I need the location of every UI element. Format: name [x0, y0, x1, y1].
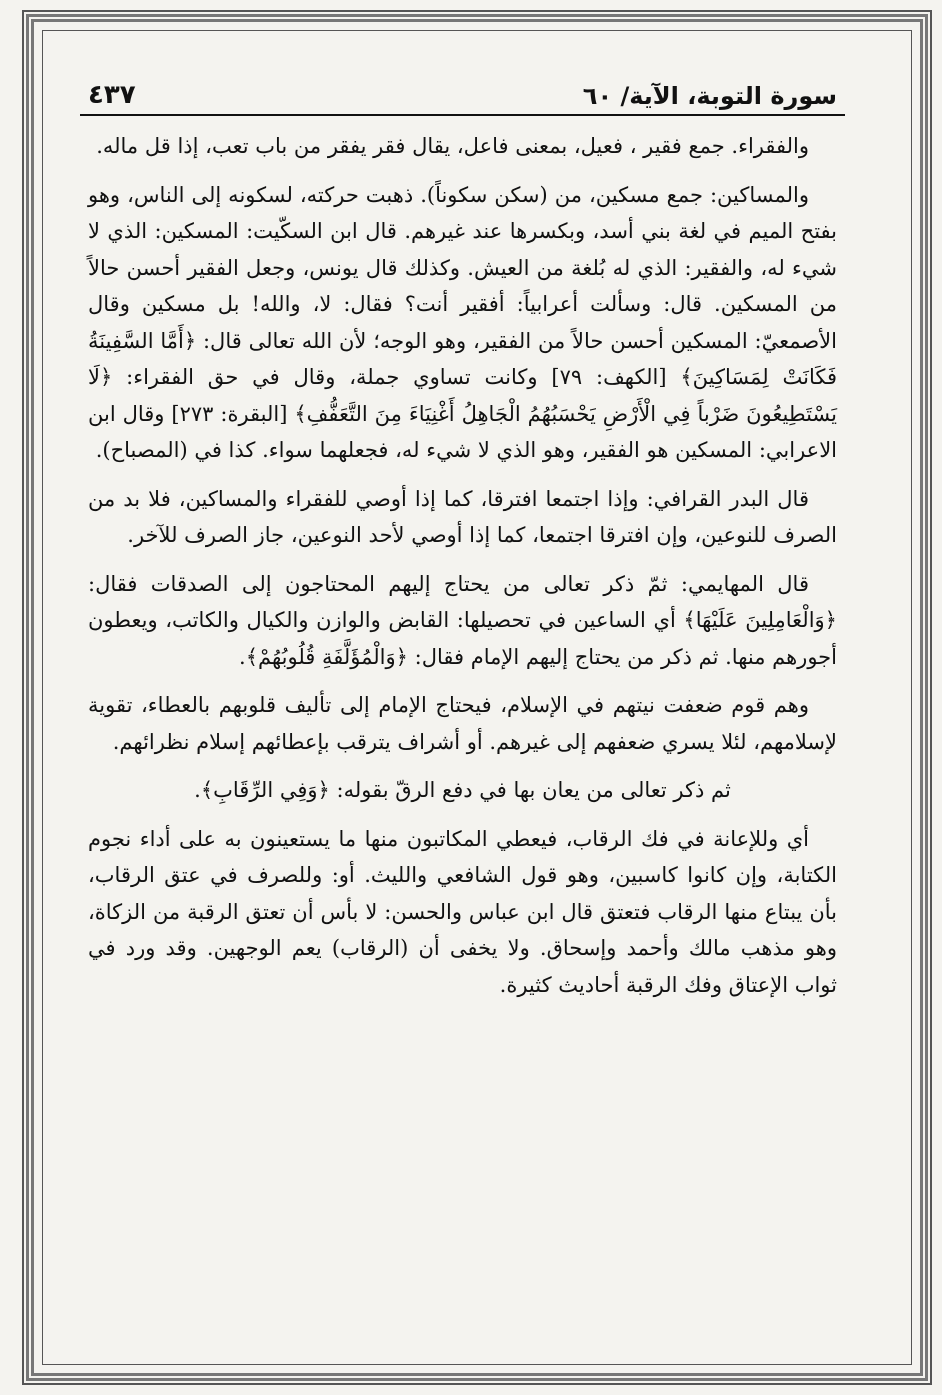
running-header — [80, 70, 845, 116]
paragraph-mahaimi: قال المهايمي: ثمّ ذكر تعالى من يحتاج إليهم المحتاجون إلى الصدقات فقال: ﴿وَالْعَامِلِينَ عَلَيْهَا﴾ أي الساعين في تحصيلها: القابض والوازن والكيال والكاتب، ويعطون أجورهم منها. ثم ذكر من يحتاج إليهم الإمام فقال: ﴿وَالْمُؤَلَّفَةِ قُلُوبُهُمْ﴾. — [88, 571, 837, 669]
paragraph-qarafi: قال البدر القرافي: وإذا اجتمعا افترقا، كما إذا أوصي للفقراء والمساكين، فلا بد من الصرف للنوعين، وإن افترقا اجتمعا، كما إذا أوصي لأحد النوعين، جاز الصرف للآخر. — [88, 486, 837, 547]
paragraph-muallafa: وهم قوم ضعفت نيتهم في الإسلام، فيحتاج الإمام إلى تأليف قلوبهم بالعطاء، تقوية لإسلامهم، لئلا يسري ضعفهم إلى غيرهم. أو أشراف يترقب بإعطائهم إسلام نظرائهم. — [88, 693, 837, 754]
page-body — [80, 116, 845, 1003]
paragraph-riqab-heading: ثم ذكر تعالى من يعان بها في دفع الرقّ بقوله: ﴿وَفِي الرِّقَابِ﴾. — [194, 778, 731, 802]
page-number: ٤٣٧ — [88, 80, 136, 110]
paragraph-riqab: أي وللإعانة في فك الرقاب، فيعطي المكاتبون منها ما يستعينون به على أداء نجوم الكتابة، وإن كانوا كاسبين، وهو قول الشافعي والليث. أو: وللصرف في عتق الرقاب، بأن يبتاع منها الرقاب فتعتق قال ابن عباس والحسن: لا بأس أن تعتق الرقبة من الزكاة، وهو مذهب مالك وأحمد وإسحاق. ولا يخفى أن (الرقاب) يعم الوجهين. وقد ورد في ثواب الإعتاق وفك الرقبة أحاديث كثيرة. — [88, 826, 837, 997]
paragraph-masakin: والمساكين: جمع مسكين، من (سكن سكوناً). ذهبت حركته، لسكونه إلى الناس، وهو بفتح الميم في لغة بني أسد، وبكسرها عند غيرهم. قال ابن السكّيت: المسكين: الذي لا شيء له، والفقير: الذي له بُلغة من العيش. وكذلك قال يونس، وجعل الفقير أحسن حالاً من المسكين. قال: وسألت أعرابياً: أفقير أنت؟ فقال: لا، والله! بل مسكين وقال الأصمعيّ: المسكين أحسن حالاً من الفقير، وهو الوجه؛ لأن الله تعالى قال: ﴿أَمَّا السَّفِينَةُ فَكَانَتْ لِمَسَاكِينَ﴾ [الكهف: ٧٩] وكانت تساوي جملة، وقال في حق الفقراء: ﴿لَا يَسْتَطِيعُونَ ضَرْباً فِي الْأَرْضِ يَحْسَبُهُمُ الْجَاهِلُ أَغْنِيَاءَ مِنَ التَّعَفُّفِ﴾ [البقرة: ٢٧٣] وقال ابن الاعرابي: المسكين هو الفقير، وهو الذي لا شيء له، فجعلهما سواء. كذا في (المصباح). — [88, 182, 838, 462]
book-page — [80, 70, 845, 1350]
surah-title: سورة التوبة، الآية/ ٦٠ — [582, 82, 837, 110]
paragraph-fuqara: والفقراء. جمع فقير ، فعيل، بمعنى فاعل، يقال فقر يفقر من باب تعب، إذا قل ماله. — [96, 134, 809, 158]
